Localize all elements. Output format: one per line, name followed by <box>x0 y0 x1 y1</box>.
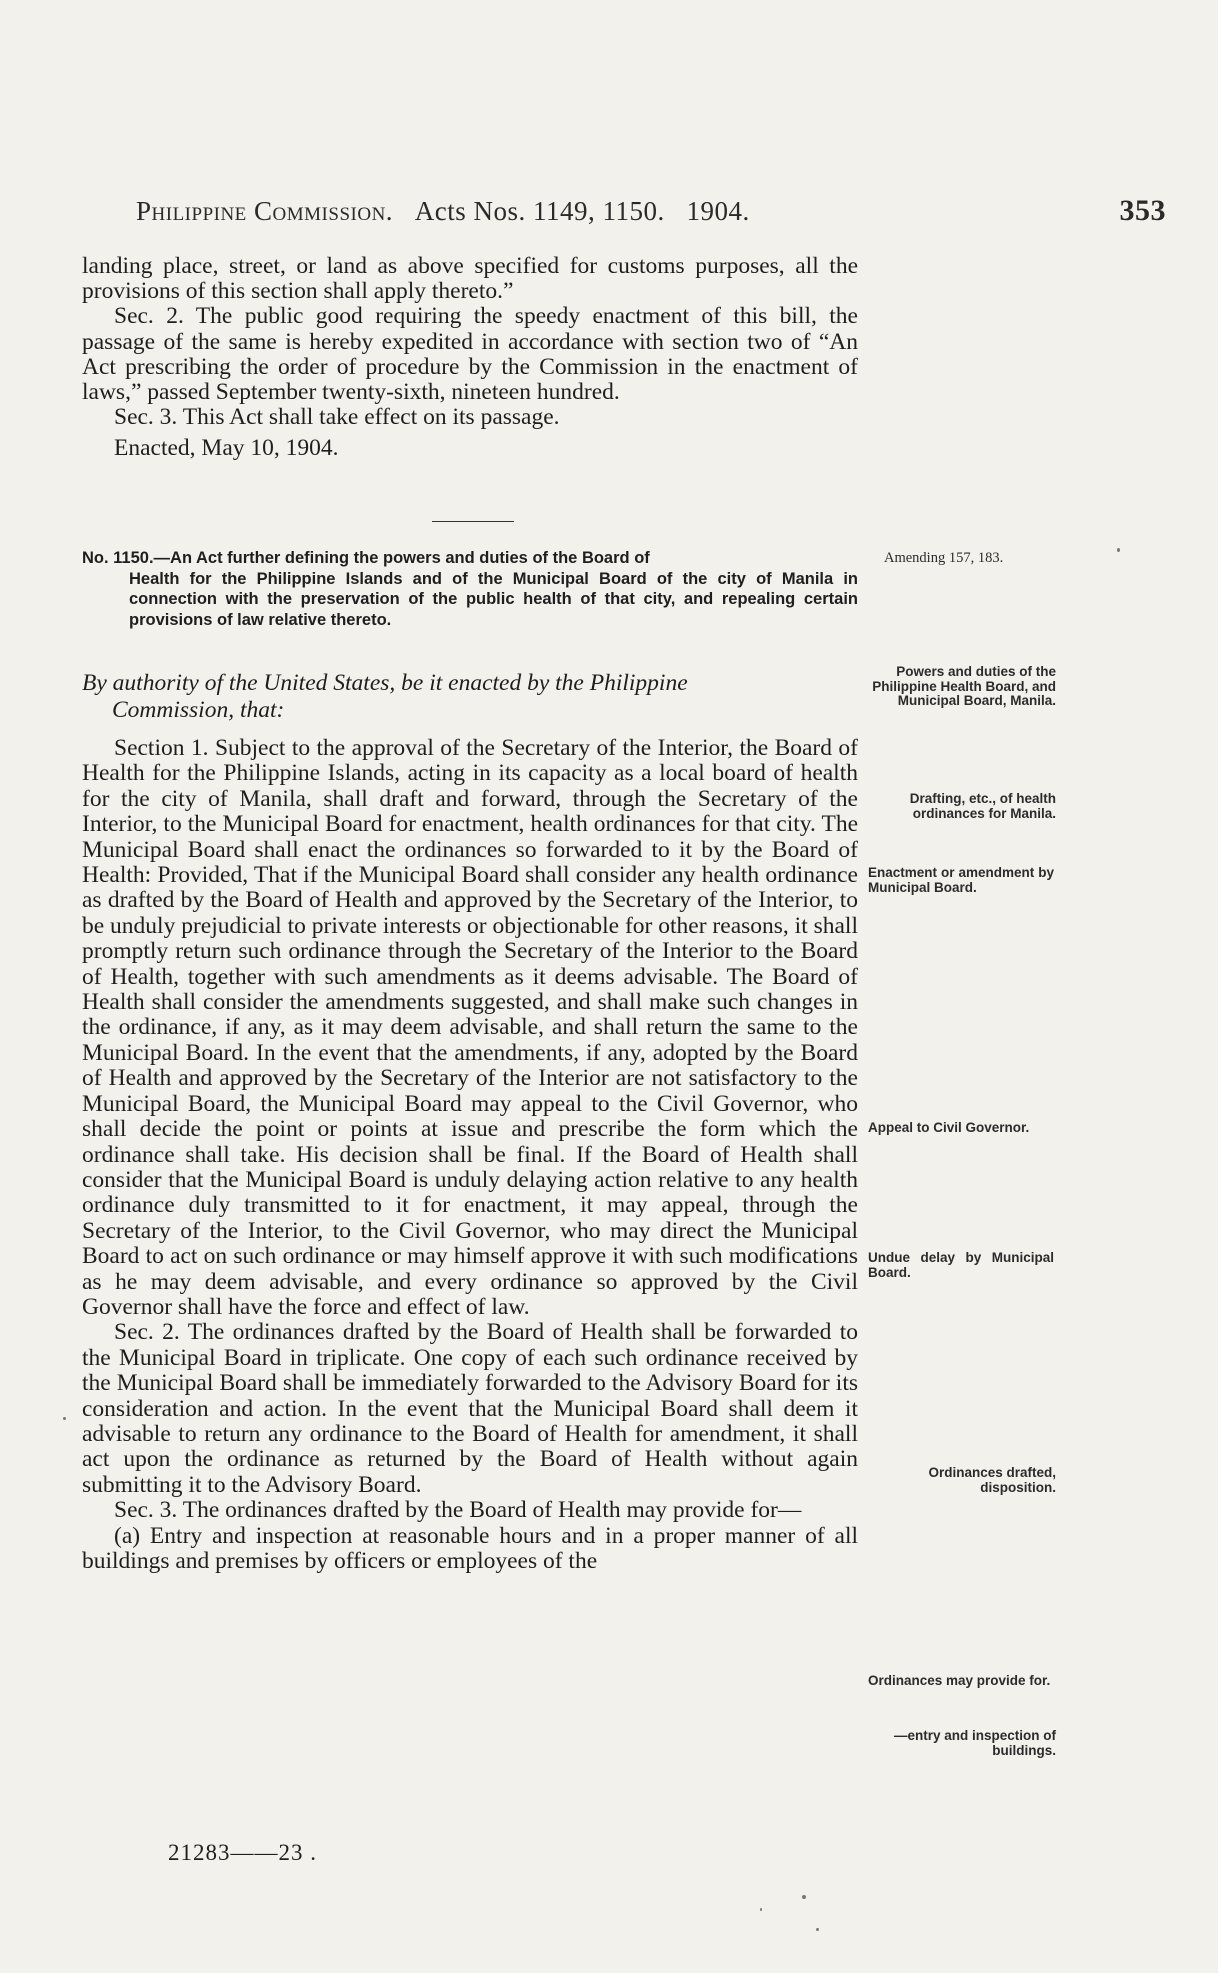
margin-note-may-provide: Ordinances may provide for. <box>868 1673 1051 1688</box>
enacting-line-2: Commission, that: <box>112 697 285 723</box>
margin-note-entry-inspection: —entry and inspection of buildings. <box>893 1728 1056 1758</box>
prev-act-paragraph-1: landing place, street, or land as above specified for customs purposes, all the provisions of this section shall apply thereto.” <box>82 253 858 305</box>
page-number: 353 <box>1119 194 1166 227</box>
margin-note-undue-delay: Undue delay by Municipal Board. <box>868 1250 1054 1280</box>
margin-note-ordinances-drafted: Ordinances drafted, disposition. <box>928 1465 1056 1495</box>
prev-act-section-3: Sec. 3. This Act shall take effect on its passage. <box>114 404 560 431</box>
scan-speck <box>760 1908 762 1911</box>
header-title: Philippine Commission. <box>136 196 394 226</box>
header-year: 1904. <box>686 196 750 226</box>
act-1150-title <box>82 548 858 630</box>
margin-note-amending: Amending 157, 183. <box>884 550 1004 566</box>
margin-note-powers: Powers and duties of the Philippine Health Board, and Municipal Board, Manila. <box>872 664 1056 708</box>
section-3a: (a) Entry and inspection at reasonable hours and in a proper manner of all buildings and premises by officers or employees of the <box>82 1522 858 1574</box>
act-title-rest: Health for the Philippine Islands and of the Municipal Board of the city of Manila in connection with the preservation of the public health of that city, and repealing certain provisions of law relative thereto. <box>129 569 858 629</box>
act-title-line-1: No. 1150.—An Act further defining the powers and duties of the Board of <box>82 549 650 567</box>
enacting-clause <box>82 670 858 724</box>
margin-note-enactment: Enactment or amendment by Municipal Board. <box>868 865 1054 895</box>
section-divider <box>432 521 514 522</box>
scan-speck <box>816 1928 819 1931</box>
enacting-line-1: By authority of the United States, be it enacted by the Philippine <box>82 670 688 696</box>
act-1150-body <box>82 736 858 1574</box>
section-2: Sec. 2. The ordinances drafted by the Board of Health shall be forwarded to the Municipal Board in triplicate. One copy of each such ordinance received by the Municipal Board shall be immediately forwarded to the Advisory Board for its consideration and action. In the event that the Municipal Board shall deem it advisable to return any ordinance to the Board of Health for amendment, it shall act upon the ordinance as returned by the Board of Health without again submitting it to the Advisory Board. <box>82 1319 858 1498</box>
running-header <box>136 196 1166 227</box>
scan-speck <box>1117 548 1120 552</box>
header-acts: Acts Nos. 1149, 1150. <box>414 196 665 226</box>
printer-signature: 21283——23 . <box>168 1840 317 1865</box>
scan-speck <box>63 1417 66 1420</box>
margin-note-appeal: Appeal to Civil Governor. <box>868 1120 1030 1135</box>
section-3: Sec. 3. The ordinances drafted by the Board of Health may provide for— <box>114 1497 802 1524</box>
section-1: Section 1. Subject to the approval of the Secretary of the Interior, the Board of Health for the Philippine Islands, acting in its capacity as a local board of health for the city of Manila, shall draft and forward, through the Secretary of the Interior, to the Municipal Board for enactment, health ordinances for that city. The Municipal Board shall enact the ordinances so forwarded to it by the Board of Health: Provided, That if the Municipal Board shall consider any health ordinance as drafted by the Board of Health and approved by the Secretary of the Interior, to be unduly prejudicial to private interests or objectionable for other reasons, it shall promptly return such ordinance through the Secretary of the Interior to the Board of Health, together with such amendments as it deems advisable. The Board of Health shall consider the amendments suggested, and shall make such changes in the ordinance, if any, as it may deem advisable, and shall return the same to the Municipal Board. In the event that the amendments, if any, adopted by the Board of Health and approved by the Secretary of the Interior are not satisfactory to the Municipal Board, the Municipal Board may appeal to the Civil Governor, who shall decide the point or points at issue and prescribe the form which the ordinance shall take. His decision shall be final. If the Board of Health shall consider that the Municipal Board is unduly delaying action relative to any health ordinance duly transmitted to it for enactment, it may appeal, through the Secretary of the Interior, to the Civil Governor, who may direct the Municipal Board to act on such ordinance or may himself approve it with such modifications as he may deem advisable, and every ordinance so approved by the Civil Governor shall have the force and effect of law. <box>82 735 858 1320</box>
enacted-date: Enacted, May 10, 1904. <box>114 435 339 462</box>
previous-act-text <box>82 254 858 462</box>
scan-speck <box>802 1895 806 1899</box>
prev-act-section-2: Sec. 2. The public good requiring the speedy enactment of this bill, the passage of the same is hereby expedited in accordance with section two of “An Act prescribing the order of procedure by the Commission in the enactment of laws,” passed September twenty-sixth, nineteen hundred. <box>82 303 858 406</box>
margin-note-drafting: Drafting, etc., of health ordinances for Manila. <box>909 791 1056 821</box>
